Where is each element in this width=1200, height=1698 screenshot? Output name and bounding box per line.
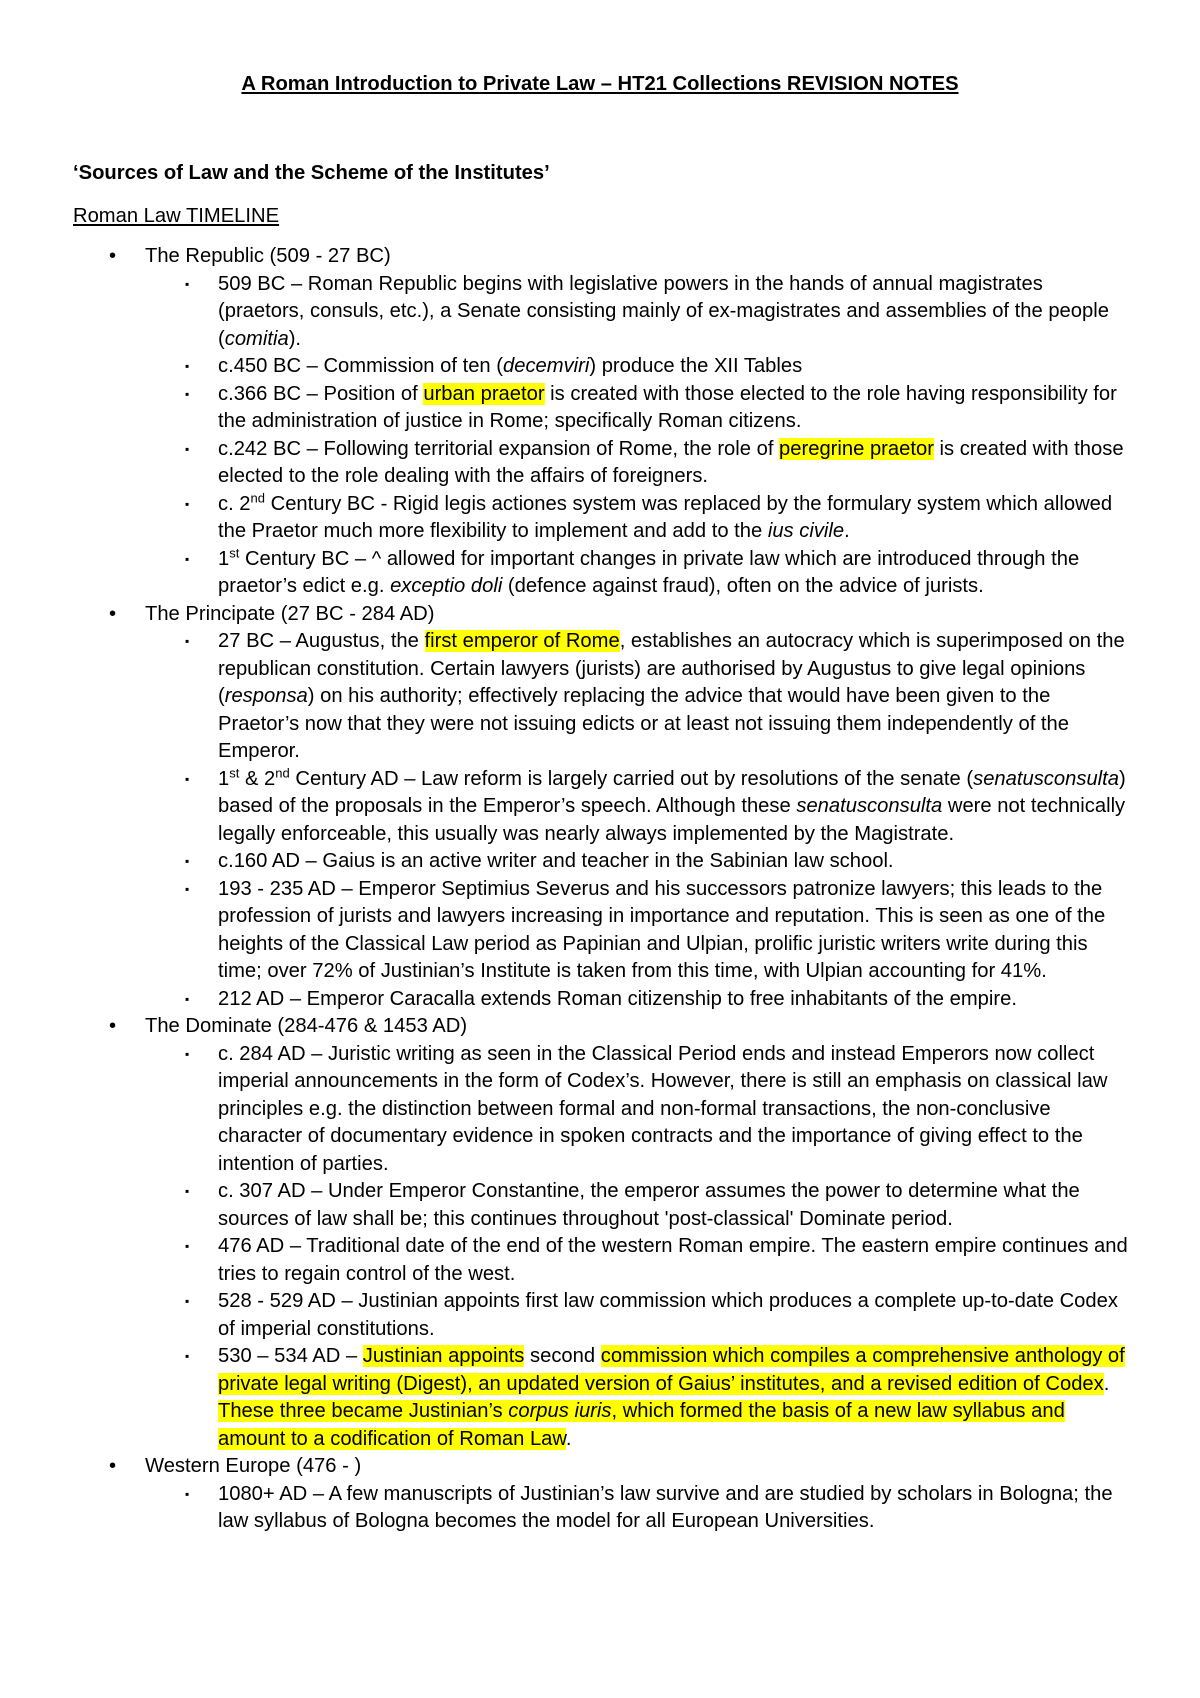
- timeline-list: [0, 243, 1200, 1536]
- event-text: ) on his authority; effectively replacing the advice that would have been given to the Praetor’s now that they were not issuing edicts or at least not issuing them independently of the Emperor.: [218, 685, 1069, 762]
- bullet-icon: •: [109, 1015, 117, 1037]
- event-text: ).: [288, 327, 302, 350]
- timeline-event: [145, 1178, 1133, 1233]
- section-heading: ‘Sources of Law and the Scheme of the Institutes’: [73, 162, 550, 184]
- timeline-event: [145, 381, 1133, 436]
- event-text: 476 AD – Traditional date of the end of the western Roman empire. The eastern empire continues and tries to regain control of the west.: [218, 1235, 1128, 1285]
- event-text: st: [229, 764, 240, 780]
- period-event-list: [145, 271, 1200, 601]
- event-text: 530 – 534 AD –: [218, 1345, 363, 1367]
- timeline-period: [0, 1013, 1200, 1453]
- timeline-event: [145, 1041, 1133, 1179]
- square-bullet-icon: ▪: [185, 771, 190, 786]
- event-text: c.450 BC – Commission of ten (: [218, 355, 503, 377]
- event-text: c. 2: [218, 492, 251, 515]
- square-bullet-icon: ▪: [185, 1239, 190, 1253]
- square-bullet-icon: ▪: [185, 991, 190, 1006]
- square-bullet-icon: ▪: [185, 1294, 190, 1308]
- event-text: 1: [218, 767, 230, 790]
- event-text: c.160 AD – Gaius is an active writer and teacher in the Sabinian law school.: [218, 850, 894, 872]
- event-text: is created with those elected to the role dealing with the affairs of foreigners.: [218, 437, 1124, 487]
- event-text: decemviri: [502, 355, 590, 377]
- event-text: .: [1103, 1372, 1110, 1395]
- square-bullet-icon: ▪: [185, 551, 190, 566]
- square-bullet-icon: ▪: [185, 496, 190, 511]
- timeline-event: [145, 986, 1133, 1014]
- square-bullet-icon: ▪: [185, 276, 190, 291]
- timeline-event: [145, 628, 1133, 766]
- event-text: c. 284 AD – Juristic writing as seen in the Classical Period ends and instead Emperors now collect imperial announcements in the form of Codex’s. However, there is still an emphasis on classical law principles e.g. the distinction between formal and non-formal transactions, the non-conclusive character of documentary evidence in spoken contracts and the importance of giving effect to the intention of parties.: [218, 1042, 1108, 1175]
- event-text: & 2: [239, 767, 276, 790]
- event-text: senatusconsulta: [796, 795, 943, 817]
- square-bullet-icon: ▪: [185, 386, 190, 401]
- document-title: A Roman Introduction to Private Law – HT21 Collections REVISION NOTES: [241, 73, 959, 95]
- event-text: first emperor of Rome: [424, 630, 620, 652]
- timeline-event: [145, 1343, 1133, 1453]
- event-text: Century BC – ^ allowed for important changes in private law which are introduced through the praetor’s edict e.g.: [218, 547, 1080, 597]
- period-event-list: [145, 1481, 1200, 1536]
- event-text: were not technically legally enforceable, this usually was nearly always implemented by the Magistrate.: [218, 795, 1126, 845]
- event-text: c.242 BC – Following territorial expansion of Rome, the role of: [218, 437, 780, 460]
- square-bullet-icon: ▪: [185, 881, 190, 896]
- event-text: Century AD – Law reform is largely carried out by resolutions of the senate (: [289, 767, 974, 790]
- timeline-subheading: Roman Law TIMELINE: [73, 205, 280, 227]
- timeline-event: [145, 546, 1133, 601]
- event-text: .: [844, 520, 850, 542]
- timeline-event: [145, 1481, 1133, 1536]
- event-text: exceptio doli: [390, 575, 503, 597]
- timeline-event: [145, 848, 1133, 876]
- bullet-icon: •: [109, 602, 117, 625]
- event-text: Century BC - Rigid legis actiones system was replaced by the formulary system which allowed the Praetor much more flexibility to implement and add to the: [218, 492, 1113, 542]
- timeline-event: [145, 271, 1133, 354]
- square-bullet-icon: ▪: [185, 441, 190, 456]
- period-label: Western Europe (476 - ): [145, 1455, 362, 1477]
- event-text: comitia: [224, 327, 289, 350]
- timeline-period: [0, 243, 1200, 601]
- event-text: 509 BC – Roman Republic begins with legislative powers in the hands of annual magistrates (praetors, consuls, etc.), a Senate consisting mainly of ex-magistrates and assemblies of the people (: [218, 272, 1109, 350]
- timeline-period: [0, 601, 1200, 1014]
- square-bullet-icon: ▪: [185, 854, 190, 868]
- event-text: 1: [218, 547, 230, 570]
- event-text: These three became Justinian’s: [218, 1400, 509, 1422]
- bullet-icon: •: [109, 245, 117, 267]
- event-text: Justinian appoints: [362, 1345, 525, 1367]
- event-text: 193 - 235 AD – Emperor Septimius Severus and his successors patronize lawyers; this leads to the profession of jurists and lawyers increasing in importance and reputation. This is seen as one of the heights of the Classical Law period as Papinian and Ulpian, prolific juristic writers write during this time; over 72% of Justinian’s Institute is taken from this time, with Ulpian accounting for 41%.: [218, 877, 1106, 982]
- event-text: responsa: [224, 685, 308, 707]
- timeline-event: [145, 1233, 1133, 1288]
- period-event-list: [145, 628, 1200, 1013]
- event-text: c. 307 AD – Under Emperor Constantine, the emperor assumes the power to determine what the sources of law shall be; this continues throughout 'post-classical' Dominate period.: [218, 1180, 1080, 1230]
- timeline-event: [145, 491, 1133, 546]
- event-text: nd: [275, 764, 290, 780]
- event-text: ) based of the proposals in the Emperor’s speech. Although these: [218, 767, 1126, 817]
- bullet-icon: •: [109, 1455, 117, 1477]
- event-text: ) produce the XII Tables: [589, 355, 803, 377]
- period-label: The Principate (27 BC - 284 AD): [145, 602, 435, 625]
- event-text: c.366 BC – Position of: [218, 382, 424, 405]
- event-text: 1080+ AD – A few manuscripts of Justinian’s law survive and are studied by scholars in Bologna; the law syllabus of Bologna becomes the model for all European Universities.: [218, 1482, 1113, 1532]
- event-text: urban praetor: [423, 382, 545, 405]
- timeline-event: [145, 436, 1133, 491]
- event-text: second: [524, 1345, 601, 1367]
- square-bullet-icon: ▪: [185, 1046, 190, 1061]
- event-text: ius civile: [767, 520, 845, 542]
- event-text: 27 BC – Augustus, the: [218, 630, 425, 652]
- timeline-period: [0, 1453, 1200, 1536]
- event-text: nd: [250, 489, 266, 505]
- timeline-event: [145, 353, 1133, 381]
- square-bullet-icon: ▪: [185, 1349, 190, 1363]
- square-bullet-icon: ▪: [185, 634, 190, 648]
- event-text: is created with those elected to the role having responsibility for the administration of justice in Rome; specifically Roman citizens.: [218, 382, 1117, 432]
- event-text: commission which compiles a comprehensive anthology of private legal writing (Digest), an updated version of Gaius’ institutes, and a revised edition of Codex: [218, 1345, 1125, 1395]
- event-text: , establishes an autocracy which is superimposed on the republican constitution. Certain lawyers (jurists) are authorised by Augustus to give legal opinions (: [218, 630, 1125, 707]
- square-bullet-icon: ▪: [185, 1184, 190, 1198]
- timeline-event: [145, 1288, 1133, 1343]
- timeline-event: [145, 766, 1133, 849]
- event-text: (defence against fraud), often on the advice of jurists.: [502, 575, 984, 597]
- timeline-event: [145, 876, 1133, 986]
- event-text: st: [229, 544, 240, 560]
- period-event-list: [145, 1041, 1200, 1454]
- period-label: The Dominate (284-476 & 1453 AD): [145, 1015, 468, 1037]
- event-text: 528 - 529 AD – Justinian appoints first law commission which produces a complete up-to-date Codex of imperial constitutions.: [218, 1290, 1118, 1340]
- event-text: senatusconsulta: [973, 767, 1119, 790]
- event-text: corpus iuris: [508, 1400, 612, 1422]
- event-text: , which formed the basis of a new law syllabus and amount to a codification of Roman Law: [218, 1400, 1065, 1450]
- event-text: 212 AD – Emperor Caracalla extends Roman citizenship to free inhabitants of the empire.: [218, 987, 1017, 1010]
- period-label: The Republic (509 - 27 BC): [145, 245, 391, 267]
- square-bullet-icon: ▪: [185, 359, 190, 373]
- event-text: peregrine praetor: [779, 437, 934, 460]
- event-text: .: [565, 1427, 572, 1450]
- square-bullet-icon: ▪: [185, 1486, 190, 1501]
